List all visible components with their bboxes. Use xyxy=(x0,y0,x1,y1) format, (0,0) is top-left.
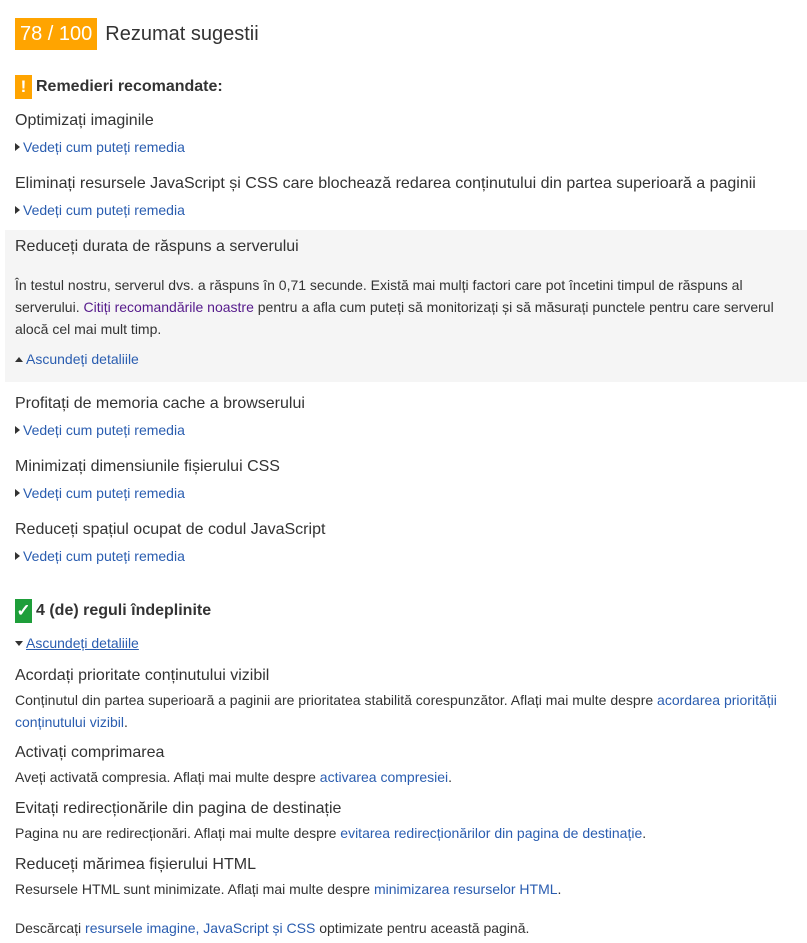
summary-title: Rezumat sugestii xyxy=(105,22,259,45)
show-fix-link[interactable]: Vedeți cum puteți remedia xyxy=(23,485,185,501)
learn-more-link[interactable]: evitarea redirecționărilor din pagina de destinație xyxy=(340,825,643,841)
rule-optimize-images xyxy=(15,112,185,155)
rule-browser-cache xyxy=(15,395,305,438)
hide-passed-toggle[interactable] xyxy=(15,635,139,651)
rule-title: Minimizați dimensiunile fișierului CSS xyxy=(15,458,280,475)
rule-minify-css xyxy=(15,458,280,501)
passed-rule-text: Resursele HTML sunt minimizate. Aflați mai multe despre xyxy=(15,881,374,897)
rule-server-response-expanded xyxy=(5,230,807,382)
triangle-right-icon xyxy=(15,206,20,214)
read-recommendations-link[interactable]: Citiți recomandările noastre xyxy=(83,299,254,315)
show-fix-toggle[interactable] xyxy=(15,548,325,564)
triangle-right-icon xyxy=(15,489,20,497)
passed-heading-text: 4 (de) reguli îndeplinite xyxy=(36,602,212,619)
show-fix-toggle[interactable] xyxy=(15,202,756,218)
passed-heading xyxy=(15,599,211,623)
rule-title: Profitați de memoria cache a browserului xyxy=(15,395,305,412)
passed-rule-desc xyxy=(15,878,805,900)
triangle-right-icon xyxy=(15,552,20,560)
show-fix-link[interactable]: Vedeți cum puteți remedia xyxy=(23,139,185,155)
download-optimized-footer xyxy=(15,920,529,936)
period: . xyxy=(557,881,562,897)
passed-rule xyxy=(15,800,805,844)
footer-text-end: optimizate pentru această pagină. xyxy=(315,920,530,936)
show-fix-link[interactable]: Vedeți cum puteți remedia xyxy=(23,422,185,438)
rule-title: Reduceți durata de răspuns a serverului xyxy=(15,238,299,255)
period: . xyxy=(123,714,128,730)
passed-rule-desc xyxy=(15,766,805,788)
passed-rule-title: Activați comprimarea xyxy=(15,744,165,761)
passed-rule xyxy=(15,744,805,788)
show-fix-link[interactable]: Vedeți cum puteți remedia xyxy=(23,202,185,218)
checkmark-icon: ✓ xyxy=(15,599,32,623)
rule-title: Eliminați resursele JavaScript și CSS care blochează redarea conținutului din partea superioară a paginii xyxy=(15,175,756,192)
show-fix-toggle[interactable] xyxy=(15,422,305,438)
passed-rule xyxy=(15,856,805,900)
download-resources-link[interactable]: resursele imagine, JavaScript și CSS xyxy=(85,920,316,936)
passed-rule-desc xyxy=(15,689,805,733)
footer-text: Descărcați xyxy=(15,920,86,936)
details-text-end: pentru a afla cum puteți să monitorizați și să măsurați punctele pentru care serverul alocă cel mai mult timp. xyxy=(15,299,774,337)
passed-rule xyxy=(15,667,805,733)
show-fix-link[interactable]: Vedeți cum puteți remedia xyxy=(23,548,185,564)
learn-more-link[interactable]: activarea compresiei xyxy=(319,769,449,785)
hide-passed-link[interactable]: Ascundeți detaliile xyxy=(26,635,139,651)
show-fix-toggle[interactable] xyxy=(15,139,185,155)
triangle-right-icon xyxy=(15,143,20,151)
hide-details-link[interactable]: Ascundeți detaliile xyxy=(26,351,139,367)
show-fix-toggle[interactable] xyxy=(15,485,280,501)
passed-rule-title: Reduceți mărimea fișierului HTML xyxy=(15,856,256,873)
rule-title: Optimizați imaginile xyxy=(15,112,154,129)
passed-rule-text: Conținutul din partea superioară a paginii are prioritatea stabilită corespunzător. Aflați mai multe despre xyxy=(15,692,658,708)
rule-details xyxy=(15,274,795,340)
period: . xyxy=(642,825,647,841)
recommended-heading-text: Remedieri recomandate: xyxy=(36,78,223,95)
learn-more-link[interactable]: acordarea priorității conținutului vizibil xyxy=(15,692,777,730)
passed-rule-title: Evitați redirecționările din pagina de destinație xyxy=(15,800,342,817)
triangle-right-icon xyxy=(15,426,20,434)
rule-title: Reduceți spațiul ocupat de codul JavaScript xyxy=(15,521,326,538)
triangle-up-icon xyxy=(15,357,23,362)
score-badge: 78 / 100 xyxy=(15,18,97,50)
recommended-heading xyxy=(15,75,223,99)
rule-render-blocking xyxy=(15,175,756,218)
details-text: În testul nostru, serverul dvs. a răspuns în 0,71 secunde. Există mai mulți factori care pot încetini timpul de răspuns al serverului. xyxy=(15,277,743,315)
summary-header xyxy=(15,18,259,50)
learn-more-link[interactable]: minimizarea resurselor HTML xyxy=(373,881,558,897)
passed-rule-text: Pagina nu are redirecționări. Aflați mai multe despre xyxy=(15,825,341,841)
exclamation-icon: ! xyxy=(15,75,32,99)
hide-details-toggle[interactable] xyxy=(15,351,139,367)
rule-minify-js xyxy=(15,521,325,564)
triangle-down-icon xyxy=(15,641,23,646)
period: . xyxy=(448,769,453,785)
passed-rule-text: Aveți activată compresia. Aflați mai multe despre xyxy=(15,769,320,785)
passed-rule-title: Acordați prioritate conținutului vizibil xyxy=(15,667,270,684)
passed-rule-desc xyxy=(15,822,805,844)
